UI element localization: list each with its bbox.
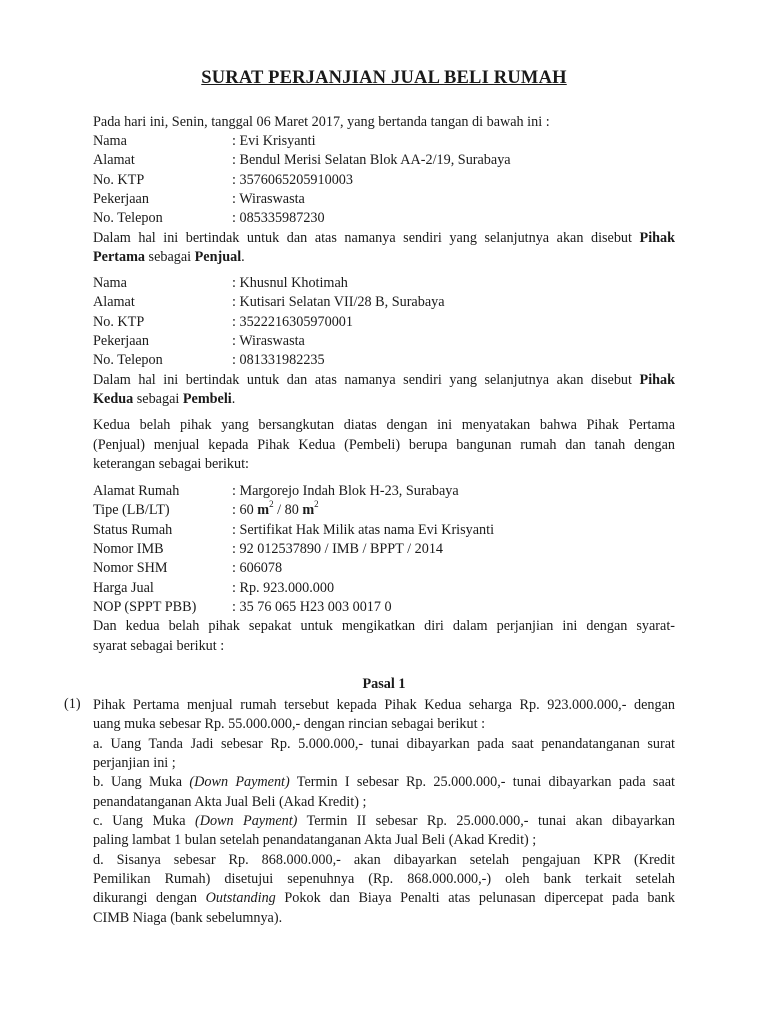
agreement-line: syarat sebagai berikut : [93,638,225,654]
seller-role-line: Dalam hal ini bertindak untuk dan atas namanya sendiri yang selanjutnya akan disebut Pihak [93,230,676,246]
buyer-field-row: Pekerjaan : Wiraswasta [93,333,305,349]
clause-line: Pihak Pertama menjual rumah tersebut kepada Pihak Kedua seharga Rp. 923.000.000,- dengan [93,697,675,713]
document-title: SURAT PERJANJIAN JUAL BELI RUMAH [201,68,567,88]
property-field-row: Nomor IMB : 92 012537890 / IMB / BPPT / 2014 [93,541,444,557]
buyer-role-line: Dalam hal ini bertindak untuk dan atas namanya sendiri yang selanjutnya akan disebut Pihak [93,372,676,388]
clause-item-c: c. Uang Muka (Down Payment) Termin II sebesar Rp. 25.000.000,- tunai akan dibayarkan [93,813,675,829]
statement-line: keterangan sebagai berikut: [93,456,249,472]
property-field-row: Harga Jual : Rp. 923.000.000 [93,580,335,596]
seller-field-row: No. KTP : 3576065205910003 [93,172,353,188]
property-field-row: Nomor SHM : 606078 [93,560,283,576]
clause-line: CIMB Niaga (bank sebelumnya). [93,910,283,926]
intro-text: Pada hari ini, Senin, tanggal 06 Maret 2017, yang bertanda tangan di bawah ini : [93,114,550,130]
property-field-row: Tipe (LB/LT) : 60 $m^2 / 80$ $m^2$ [93,499,319,518]
buyer-field-row: No. Telepon : 081331982235 [93,352,325,368]
clause-item-b: b. Uang Muka (Down Payment) Termin I sebesar Rp. 25.000.000,- tunai dibayarkan pada saat [93,774,675,790]
buyer-field-row: Nama : Khusnul Khotimah [93,275,348,291]
seller-field-row: Alamat : Bendul Merisi Selatan Blok AA-2/19, Surabaya [93,152,511,168]
clause-line: paling lambat 1 bulan setelah penandatanganan Akta Jual Beli (Akad Kredit) ; [93,832,537,848]
buyer-role-line-2: Kedua sebagai Pembeli. [93,391,236,407]
agreement-line: Dan kedua belah pihak sepakat untuk mengikatkan diri dalam perjanjian ini dengan syarat- [93,618,675,634]
buyer-field-row: No. KTP : 3522216305970001 [93,314,353,330]
seller-field-row: Nama : Evi Krisyanti [93,133,316,149]
statement-line: Kedua belah pihak yang bersangkutan diatas dengan ini menyatakan bahwa Pihak Pertama [93,417,675,433]
clause-item-d: d. Sisanya sebesar Rp. 868.000.000,- akan dibayarkan setelah pengajuan KPR (Kredit [93,852,675,868]
statement-line: (Penjual) menjual kepada Pihak Kedua (Pembeli) berupa bangunan rumah dan tanah dengan [93,437,675,453]
clause-line: penandatanganan Akta Jual Beli (Akad Kredit) ; [93,794,367,810]
clause-number: (1) [64,696,81,712]
property-field-row: NOP (SPPT PBB) : 35 76 065 H23 003 0017 0 [93,599,392,615]
property-field-row: Status Rumah : Sertifikat Hak Milik atas nama Evi Krisyanti [93,522,495,538]
clause-line: uang muka sebesar Rp. 55.000.000,- dengan rincian sebagai berikut : [93,716,486,732]
property-field-row: Alamat Rumah : Margorejo Indah Blok H-23, Surabaya [93,483,459,499]
seller-field-row: No. Telepon : 085335987230 [93,210,325,226]
pasal-1-heading: Pasal 1 [362,676,406,692]
clause-line: Pemilikan Rumah) disetujui sepenuhnya (Rp. 868.000.000,-) oleh bank terkait setelah [93,871,675,887]
seller-field-row: Pekerjaan : Wiraswasta [93,191,305,207]
seller-role-line-2: Pertama sebagai Penjual. [93,249,245,265]
clause-line: perjanjian ini ; [93,755,176,771]
clause-line: a. Uang Tanda Jadi sebesar Rp. 5.000.000,- tunai dibayarkan pada saat penandatanganan surat [93,736,675,752]
buyer-field-row: Alamat : Kutisari Selatan VII/28 B, Surabaya [93,294,445,310]
clause-line: dikurangi dengan Outstanding Pokok dan Biaya Penalti atas pelunasan dipercepat pada bank [93,890,675,906]
